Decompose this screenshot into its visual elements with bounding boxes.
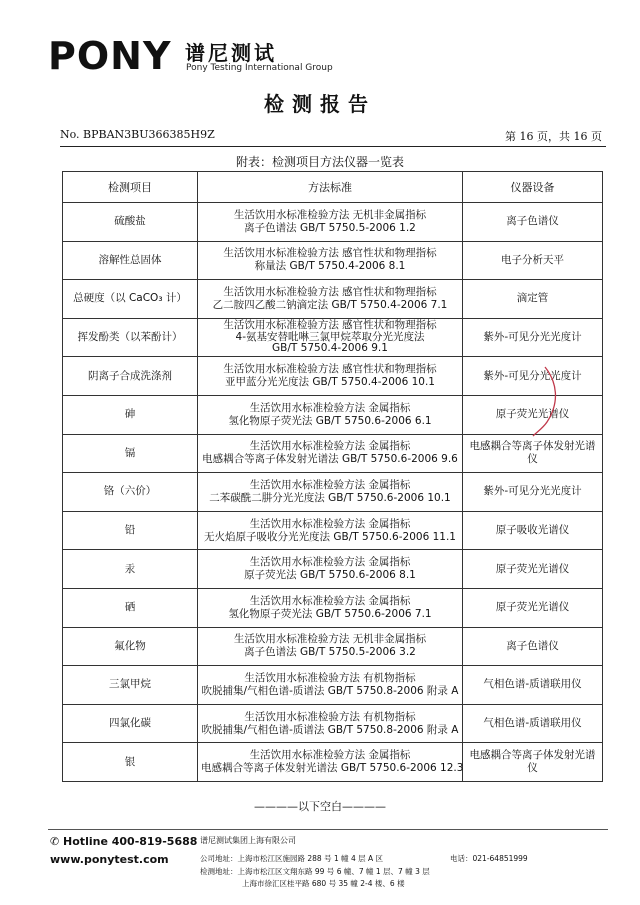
cell-method — [198, 203, 463, 242]
cell-item: 氟化物 — [63, 627, 198, 666]
cell-item: 镉 — [63, 434, 198, 473]
footer-lab-address-2: 上海市徐汇区桂平路 680 号 35 幢 2-4 楼、6 楼 — [242, 879, 405, 888]
methods-table — [62, 171, 603, 782]
method-line: 电感耦合等离子体发射光谱法 GB/T 5750.6-2006 9.6 — [202, 453, 458, 466]
company-logo-wordmark: PONY — [48, 34, 172, 78]
document-number: No. BPBAN3BU366385H9Z — [60, 128, 215, 141]
method-line: 生活饮用水标准检验方法 感官性状和物理指标 — [223, 285, 437, 298]
footer-lab-address-1: 检测地址：上海市松江区文翔东路 99 号 6 幢、7 幢 1 层、7 幢 3 层 — [200, 867, 430, 876]
table-row — [63, 241, 603, 280]
method-line: 二苯碳酰二肼分光光度法 GB/T 5750.6-2006 10.1 — [209, 491, 451, 504]
header-instrument: 仪器设备 — [463, 172, 603, 203]
report-title: 检测报告 — [264, 92, 376, 116]
cell-item: 溶解性总固体 — [63, 241, 198, 280]
method-line: 吹脱捕集/气相色谱-质谱法 GB/T 5750.8-2006 附录 A — [201, 684, 459, 697]
cell-item: 四氯化碳 — [63, 704, 198, 743]
table-row — [63, 511, 603, 550]
method-line: 生活饮用水标准检验方法 有机物指标 — [244, 671, 416, 684]
cell-method — [198, 473, 463, 512]
cell-method — [198, 241, 463, 280]
method-line: 氢化物原子荧光法 GB/T 5750.6-2006 6.1 — [228, 414, 432, 427]
cell-method — [198, 627, 463, 666]
method-line: 称量法 GB/T 5750.4-2006 8.1 — [254, 260, 406, 273]
method-line: 生活饮用水标准检验方法 无机非金属指标 — [233, 208, 427, 221]
cell-item: 阴离子合成洗涤剂 — [63, 357, 198, 396]
method-line: 生活饮用水标准检验方法 感官性状和物理指标 — [223, 319, 437, 332]
cell-method — [198, 743, 463, 782]
cell-method — [198, 511, 463, 550]
method-line: 4-氨基安替吡啉三氯甲烷萃取分光光度法 — [235, 330, 425, 343]
table-row — [63, 704, 603, 743]
footer-company-address: 公司地址：上海市松江区施园路 288 号 1 幢 4 层 A 区 — [200, 854, 384, 863]
company-logo-chinese: 谱尼测试 — [185, 41, 277, 65]
cell-method — [198, 704, 463, 743]
table-row — [63, 627, 603, 666]
table-row — [63, 550, 603, 589]
cell-instrument: 紫外-可见分光光度计 — [463, 318, 603, 357]
page-indicator: 第 16 页，共 16 页 — [505, 130, 602, 143]
method-line: 乙二胺四乙酸二钠滴定法 GB/T 5750.4-2006 7.1 — [212, 298, 448, 311]
method-line: 原子荧光法 GB/T 5750.6-2006 8.1 — [244, 569, 416, 582]
cell-item: 硒 — [63, 588, 198, 627]
method-line: 生活饮用水标准检验方法 无机非金属指标 — [233, 633, 427, 646]
method-line: 生活饮用水标准检验方法 金属指标 — [249, 556, 411, 569]
cell-item: 总硬度（以 CaCO₃ 计） — [63, 280, 198, 319]
method-line: 生活饮用水标准检验方法 金属指标 — [249, 749, 411, 762]
method-line: 离子色谱法 GB/T 5750.5-2006 3.2 — [244, 646, 416, 659]
header-method: 方法标准 — [198, 172, 463, 203]
cell-item: 银 — [63, 743, 198, 782]
method-line: 生活饮用水标准检验方法 金属指标 — [249, 478, 411, 491]
cell-instrument: 电子分析天平 — [463, 241, 603, 280]
method-line: 离子色谱法 GB/T 5750.5-2006 1.2 — [244, 221, 416, 234]
method-line: 电感耦合等离子体发射光谱法 GB/T 5750.6-2006 12.3 — [201, 762, 464, 775]
cell-instrument: 紫外-可见分光光度计 — [463, 473, 603, 512]
header-divider — [60, 146, 606, 147]
table-row — [63, 280, 603, 319]
method-line: 生活饮用水标准检验方法 金属指标 — [249, 594, 411, 607]
cell-instrument: 原子荧光光谱仪 — [463, 395, 603, 434]
cell-instrument: 电感耦合等离子体发射光谱仪 — [463, 743, 603, 782]
cell-item: 硫酸盐 — [63, 203, 198, 242]
method-line: 无火焰原子吸收分光光度法 GB/T 5750.6-2006 11.1 — [204, 530, 456, 543]
cell-item: 铅 — [63, 511, 198, 550]
method-line: 生活饮用水标准检验方法 感官性状和物理指标 — [223, 247, 437, 260]
table-row — [63, 588, 603, 627]
cell-instrument: 离子色谱仪 — [463, 627, 603, 666]
cell-item: 砷 — [63, 395, 198, 434]
table-row — [63, 318, 603, 357]
cell-method — [198, 434, 463, 473]
cell-instrument: 原子荧光光谱仪 — [463, 550, 603, 589]
cell-instrument: 气相色谱-质谱联用仪 — [463, 704, 603, 743]
cell-item: 挥发酚类（以苯酚计） — [63, 318, 198, 357]
cell-item: 三氯甲烷 — [63, 666, 198, 705]
table-header-row — [63, 172, 603, 203]
cell-item: 铬（六价） — [63, 473, 198, 512]
table-row — [63, 666, 603, 705]
hotline: ✆ Hotline 400-819-5688 — [50, 835, 198, 848]
cell-method — [198, 357, 463, 396]
method-line: 生活饮用水标准检验方法 金属指标 — [249, 517, 411, 530]
cell-instrument: 离子色谱仪 — [463, 203, 603, 242]
method-line: 生活饮用水标准检验方法 感官性状和物理指标 — [223, 363, 437, 376]
pen-check-mark — [505, 362, 565, 442]
table-caption: 附表：检测项目方法仪器一览表 — [235, 155, 404, 169]
method-line: 氢化物原子荧光法 GB/T 5750.6-2006 7.1 — [228, 607, 432, 620]
cell-method — [198, 280, 463, 319]
cell-instrument: 滴定管 — [463, 280, 603, 319]
table-row — [63, 473, 603, 512]
company-logo-subtitle: Pony Testing International Group — [186, 63, 333, 73]
method-line: 生活饮用水标准检验方法 金属指标 — [249, 401, 411, 414]
footer-company: 谱尼测试集团上海有限公司 — [200, 836, 296, 845]
cell-instrument: 电感耦合等离子体发射光谱仪 — [463, 434, 603, 473]
header-item: 检测项目 — [63, 172, 198, 203]
table-body — [63, 203, 603, 782]
method-line: 生活饮用水标准检验方法 金属指标 — [249, 440, 411, 453]
cell-method — [198, 588, 463, 627]
cell-instrument: 原子吸收光谱仪 — [463, 511, 603, 550]
website-link[interactable]: www.ponytest.com — [50, 853, 169, 866]
method-line: GB/T 5750.4-2006 9.1 — [272, 342, 388, 355]
table-row — [63, 743, 603, 782]
method-line: 吹脱捕集/气相色谱-质谱法 GB/T 5750.8-2006 附录 A — [201, 723, 459, 736]
method-line: 生活饮用水标准检验方法 有机物指标 — [244, 710, 416, 723]
cell-instrument: 紫外-可见分光光度计 — [463, 357, 603, 396]
footer-divider — [48, 829, 608, 830]
table-row — [63, 203, 603, 242]
cell-method — [198, 318, 463, 357]
footer-phone: 电话：021-64851999 — [450, 854, 528, 863]
cell-method — [198, 666, 463, 705]
cell-instrument: 气相色谱-质谱联用仪 — [463, 666, 603, 705]
method-line: 亚甲蓝分光光度法 GB/T 5750.4-2006 10.1 — [225, 376, 435, 389]
cell-method — [198, 395, 463, 434]
cell-item: 汞 — [63, 550, 198, 589]
phone-icon: ✆ — [50, 835, 64, 848]
end-of-table-mark: ————以下空白———— — [254, 800, 386, 813]
cell-method — [198, 550, 463, 589]
cell-instrument: 原子荧光光谱仪 — [463, 588, 603, 627]
